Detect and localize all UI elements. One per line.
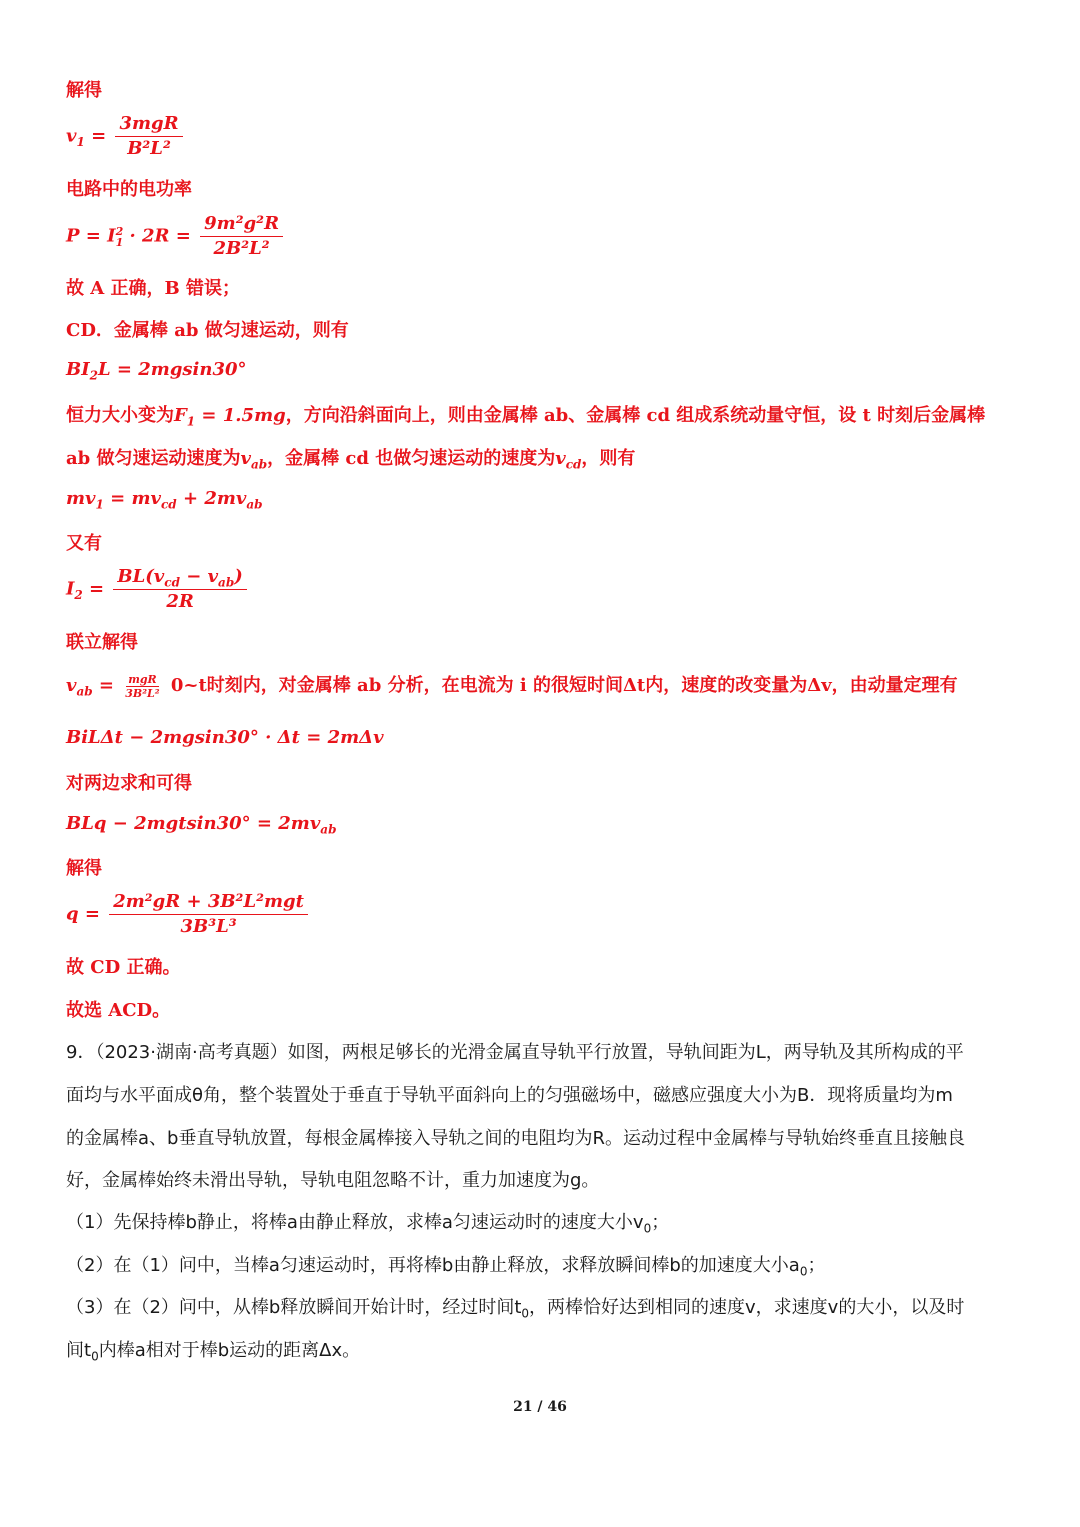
equation-momentum: $mv_1 = mv_{cd} + 2mv_{ab}$ (66, 488, 263, 512)
equation-sum: BLq − $2mgtsin30^\circ = 2mv_{ab}$ (66, 813, 337, 837)
problem-text-line-3: 的金属棒a、b垂直导轨放置，每根金属棒接入导轨之间的电阻均为R。运动过程中金属棒与导轨始终垂直且接触良 (66, 1128, 965, 1149)
text-lianli: 联立解得 (66, 632, 138, 653)
problem-text-line-1: 9．（2023·湖南·高考真题）如图，两根足够长的光滑金属直导轨平行放置，导轨间距为L，两导轨及其所构成的平 (66, 1042, 964, 1063)
equation-q: q = $\frac{\text{2m²gR + 3B²L²mgt}}{\text{3B³L³}}$ (66, 892, 311, 937)
problem-text-line-2: 面均与水平面成θ角，整个装置处于垂直于导轨平面斜向上的匀强磁场中，磁感应强度大小为B．现将质量均为m (66, 1085, 953, 1106)
q-denominator: 3B³L³ (180, 916, 237, 937)
question-3: （3）在（2）问中，从棒b释放瞬间开始计时，经过时间$t_0$，两棒恰好达到相同的速度v，求速度v的大小，以及时 (66, 1297, 965, 1321)
v1-numerator: 3mgR (115, 114, 182, 137)
text-answer-ACD: 故选 ACD。 (66, 1000, 171, 1021)
text-force-line-2: ab 做匀速运动速度为$v_{ab}$，金属棒 cd 也做匀速运动的速度为$v_{cd}$，则有 (66, 448, 636, 472)
text-CD-correct: 故 CD 正确。 (66, 957, 181, 978)
text-jiede-1: 解得 (66, 80, 102, 101)
I2-numerator: $BL(v_{cd} - v_{ab})$ (113, 567, 246, 590)
v1-denominator: B²L² (127, 138, 171, 159)
q-numerator: 2m²gR + 3B²L²mgt (109, 892, 308, 915)
text-CD-analysis: CD．金属棒 ab 做匀速运动，则有 (66, 320, 349, 341)
equation-power: P = I 2 1 · 2R = $\frac{\text{9m²g²R}}{\text{2B²L²}}$ (66, 214, 286, 259)
text-A-correct: 故 A 正确，B 错误； (66, 278, 240, 299)
problem-text-line-4: 好，金属棒始终未滑出导轨，导轨电阻忽略不计，重力加速度为g。 (66, 1170, 600, 1191)
question-3-continued: 间$t_0$内棒a相对于棒b运动的距离Δx。 (66, 1340, 361, 1364)
equation-force-balance: $BI_2L = 2mgsin30^\circ$ (66, 359, 247, 383)
question-2: （2）在（1）问中，当棒a匀速运动时，再将棒b由静止释放，求释放瞬间棒b的加速度大小$a_0$； (66, 1255, 826, 1279)
vab-numerator: mgR (128, 672, 157, 686)
power-numerator: 9m²g²R (200, 214, 283, 237)
text-jiede-2: 解得 (66, 858, 102, 879)
question-1: （1）先保持棒b静止，将棒a由静止释放，求棒a匀速运动时的速度大小$v_0$； (66, 1212, 670, 1236)
equation-v1: $v_1$ = $\frac{\text{3mgR}}{\text{B²L²}}$ (66, 114, 186, 159)
equation-impulse: BiLΔt − 2mgsin30° · Δt = 2mΔv (66, 727, 384, 748)
I2-denominator: 2R (166, 591, 194, 612)
equation-I2: $I_2$ = $\frac{BL(v_{cd} - v_{ab})}{2R}$ (66, 567, 250, 612)
equation-vab: $v_{ab}$ = $\frac{\text{mgR}}{\text{3B²L²}}$ 0~t时刻内，对金属棒 ab 分析，在电流为 i 的很短时间Δt内，速度的改变量为Δv，由动量定理有 (66, 672, 958, 700)
text-sum-label: 对两边求和可得 (66, 773, 192, 794)
text-power-label: 电路中的电功率 (66, 179, 192, 200)
page-number: 21 / 46 (513, 1399, 567, 1415)
text-force-line-1: 恒力大小变为$F_1 = 1.5mg$，方向沿斜面向上，则由金属棒 ab、金属棒 cd 组成系统动量守恒，设 t 时刻后金属棒 (66, 405, 986, 429)
text-youyou: 又有 (66, 533, 102, 554)
power-denominator: 2B²L² (213, 238, 270, 259)
vab-denominator: 3B²L² (125, 686, 160, 700)
